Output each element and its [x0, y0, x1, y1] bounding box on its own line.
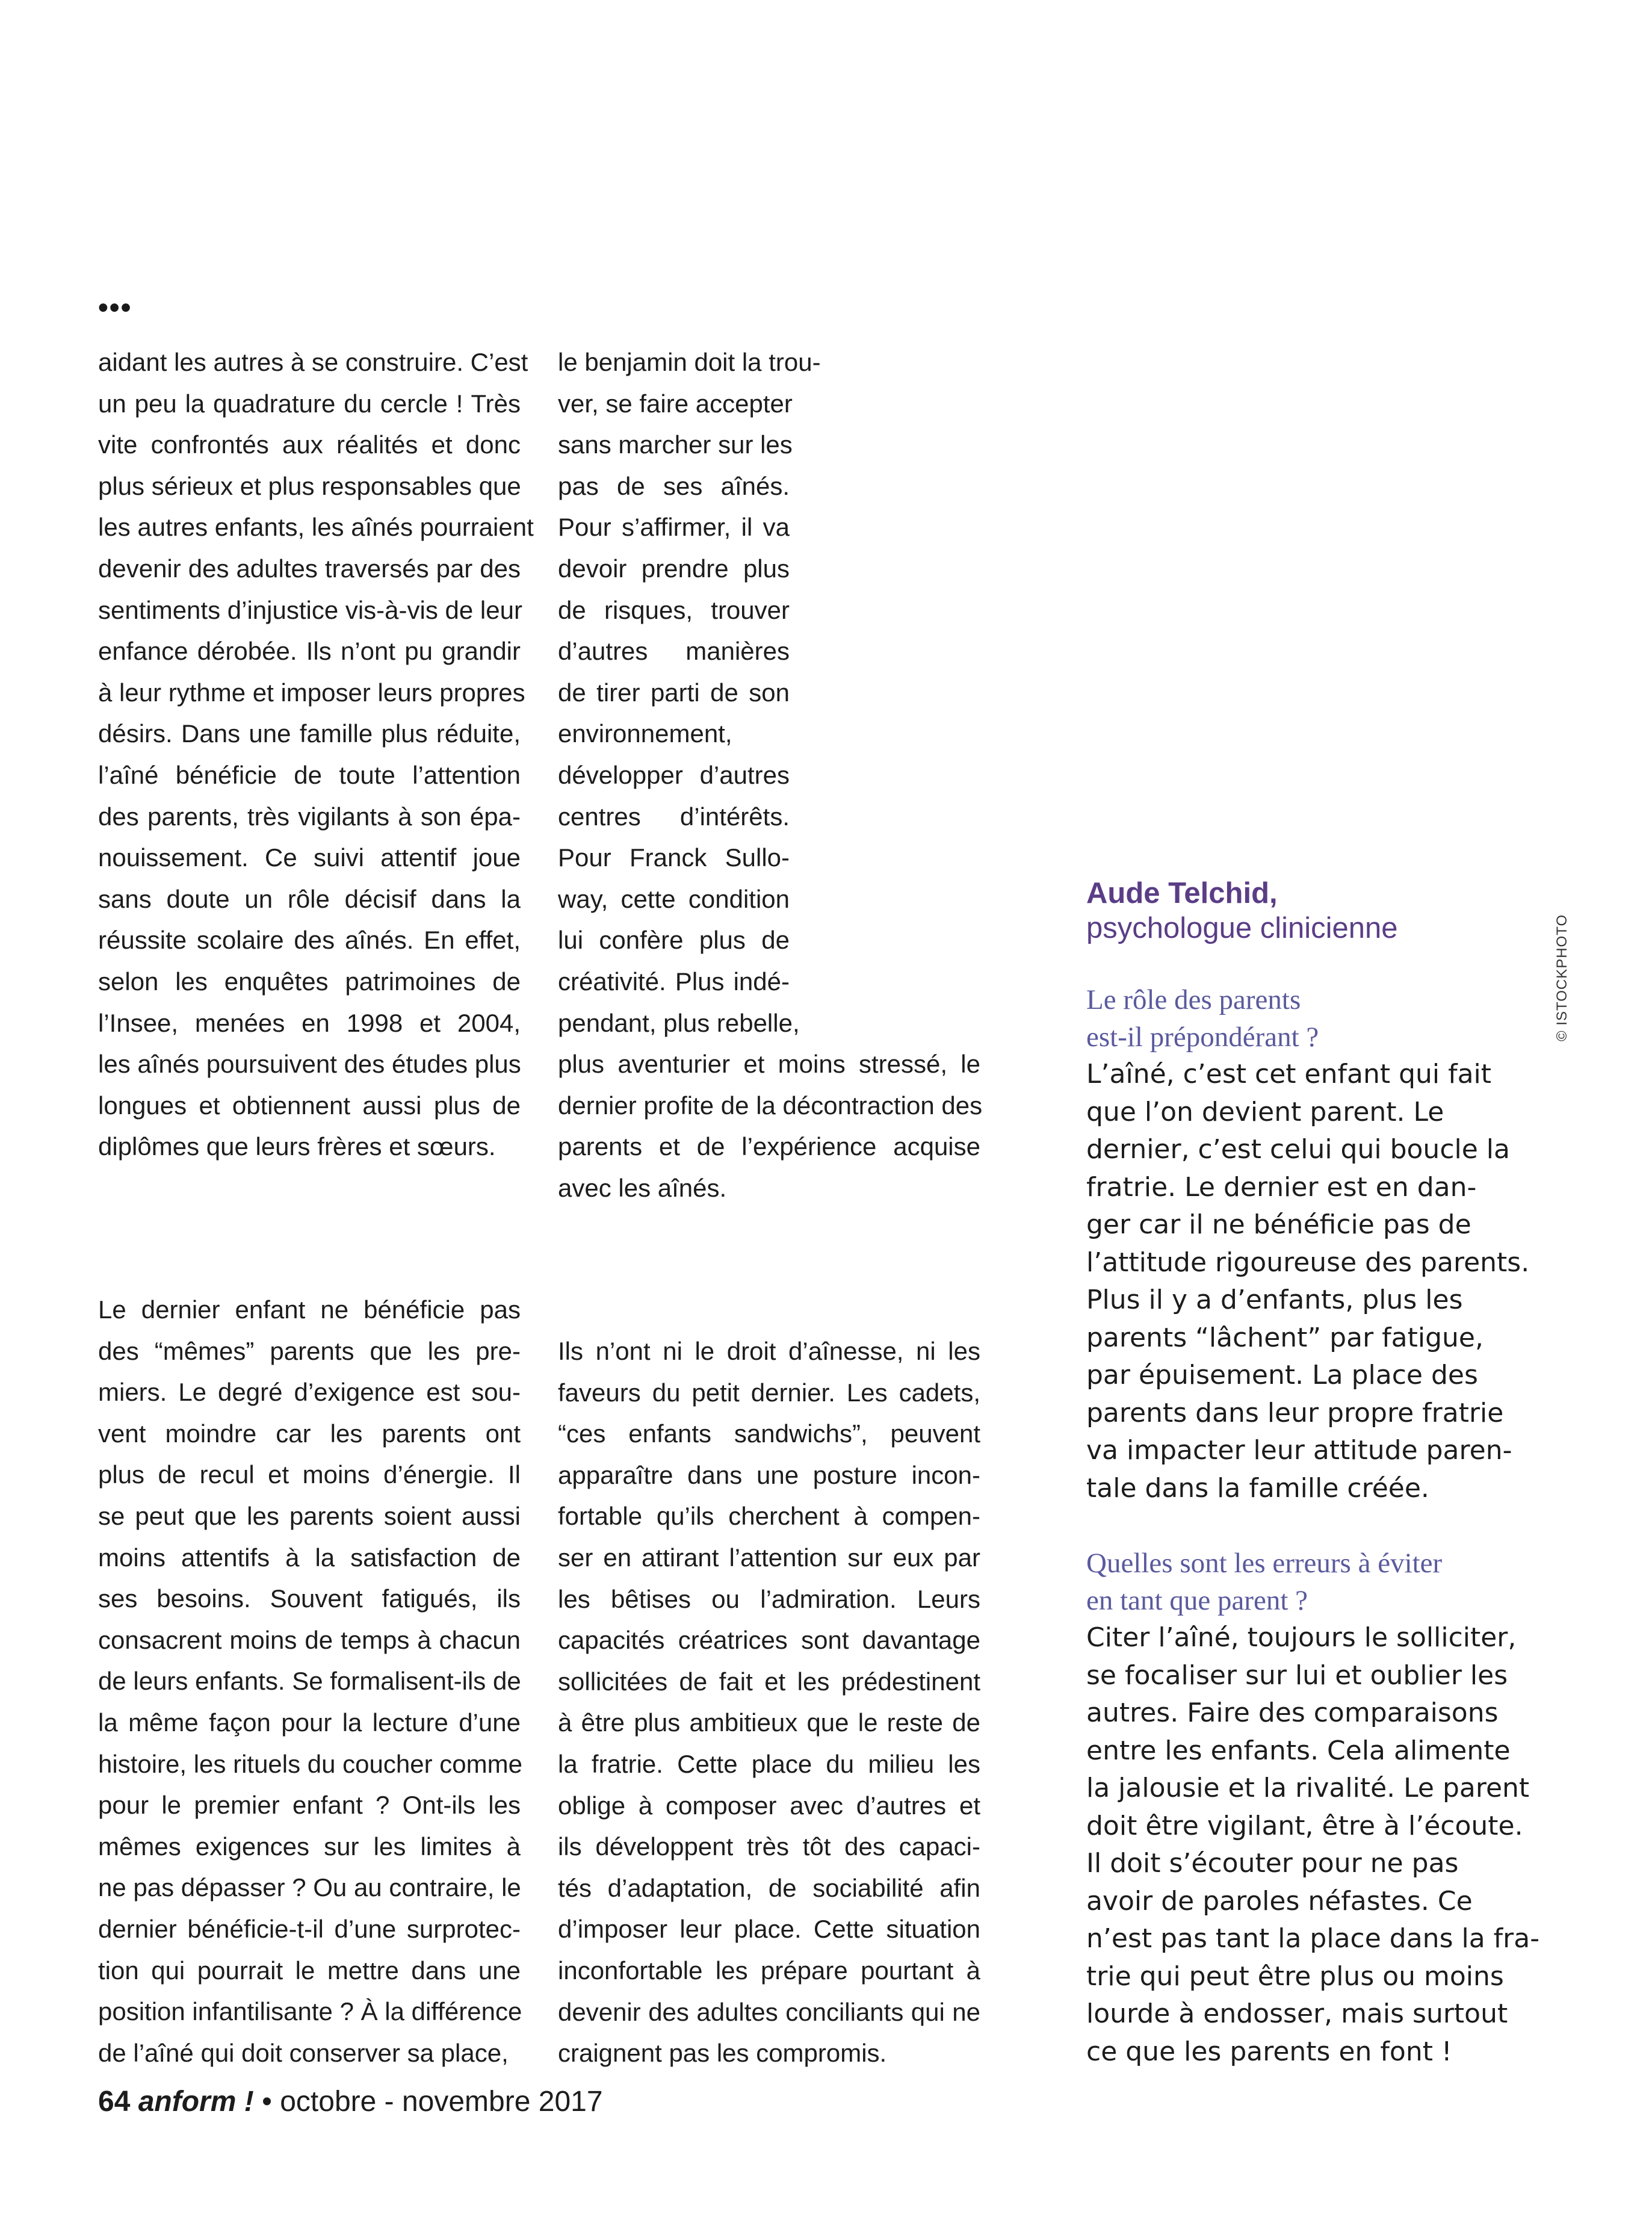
text-line: Pour s’affirmer, il va	[558, 513, 790, 542]
text-line: Le dernier enfant ne bénéficie pas	[98, 1295, 521, 1324]
text-line: capacités créatrices sont davantage	[558, 1626, 980, 1655]
question-line: Quelles sont les erreurs à éviter	[1086, 1548, 1443, 1579]
text-line: sentiments d’injustice vis-à-vis de leur	[98, 595, 522, 624]
text-line: des parents, très vigilants à son épa-	[98, 802, 521, 831]
text-line: miers. Le degré d’exigence est sou-	[98, 1378, 521, 1407]
text-line: développer d’autres	[558, 760, 790, 789]
answer-line: autres. Faire des comparaisons	[1086, 1697, 1499, 1728]
column-1-top	[98, 342, 534, 1168]
answer-line: l’attitude rigoureuse des parents.	[1086, 1247, 1530, 1278]
text-line: moins attentifs à la satisfaction de	[98, 1543, 521, 1572]
text-line: diplômes que leurs frères et sœurs.	[98, 1132, 496, 1161]
text-line: ne pas dépasser ? Ou au contraire, le	[98, 1873, 521, 1902]
text-line: la fratrie. Cette place du milieu les	[558, 1749, 980, 1778]
text-line: plus sérieux et plus responsables que	[98, 471, 521, 500]
text-line: à être plus ambitieux que le reste de	[558, 1708, 980, 1737]
text-line: enfance dérobée. Ils n’ont pu grandir	[98, 637, 521, 666]
expert-role: psychologue clinicienne	[1086, 912, 1398, 944]
text-line: sans marcher sur les	[558, 430, 793, 459]
answer-line: L’aîné, c’est cet enfant qui fait	[1086, 1059, 1492, 1090]
text-line: un peu la quadrature du cercle ! Très	[98, 389, 521, 418]
interview-sidebar	[1086, 876, 1544, 2071]
text-line: tion qui pourrait le mettre dans une	[98, 1956, 521, 1985]
answer-line: doit être vigilant, être à l’écoute.	[1086, 1810, 1523, 1841]
text-line: ses besoins. Souvent fatigués, ils	[98, 1584, 521, 1613]
text-line: apparaître dans une posture incon-	[558, 1460, 980, 1489]
text-line: devenir des adultes traversés par des	[98, 554, 521, 583]
text-line: la même façon pour la lecture d’une	[98, 1708, 521, 1737]
text-line: vent moindre car les parents ont	[98, 1419, 521, 1448]
text-line: oblige à composer avec d’autres et	[558, 1791, 980, 1820]
text-line: plus de recul et moins d’énergie. Il	[98, 1460, 521, 1489]
text-line: selon les enquêtes patrimoines de	[98, 967, 521, 996]
answer-line: va impacter leur attitude paren-	[1086, 1435, 1512, 1466]
text-line: de tirer parti de son	[558, 678, 790, 707]
column-2-top-narrow	[558, 342, 821, 1044]
continuation-dots: •••	[98, 292, 132, 324]
text-line: lui confère plus de	[558, 926, 790, 955]
text-line: craignent pas les compromis.	[558, 2039, 887, 2068]
answer-line: se focaliser sur lui et oublier les	[1086, 1660, 1508, 1691]
text-line: consacrent moins de temps à chacun	[98, 1625, 521, 1654]
text-line: nouissement. Ce suivi attentif joue	[98, 843, 521, 872]
text-line: les autres enfants, les aînés pourraient	[98, 513, 534, 542]
text-line: faveurs du petit dernier. Les cadets,	[558, 1378, 980, 1407]
text-line: dernier profite de la décontraction des	[558, 1091, 983, 1120]
answer-line: dernier, c’est celui qui boucle la	[1086, 1134, 1510, 1165]
text-line: les aînés poursuivent des études plus	[98, 1050, 521, 1079]
text-line: se peut que les parents soient aussi	[98, 1501, 521, 1530]
text-line: d’autres manières	[558, 637, 790, 666]
page-number: 64	[98, 2086, 131, 2118]
text-line: centres d’intérêts.	[558, 802, 790, 831]
text-line: l’Insee, menées en 1998 et 2004,	[98, 1008, 521, 1037]
question-line: en tant que parent ?	[1086, 1585, 1308, 1616]
text-line: créativité. Plus indé-	[558, 967, 790, 996]
text-line: pour le premier enfant ? Ont-ils les	[98, 1791, 521, 1820]
text-line: mêmes exigences sur les limites à	[98, 1832, 521, 1861]
text-line: des “mêmes” parents que les pre-	[98, 1336, 521, 1365]
answer-line: que l’on devient parent. Le	[1086, 1096, 1444, 1127]
text-line: réussite scolaire des aînés. En effet,	[98, 926, 521, 955]
column-1-bottom	[98, 1289, 521, 2074]
text-line: sollicitées de fait et les prédestinent	[558, 1667, 980, 1696]
answer-1	[1086, 1056, 1544, 1507]
column-2-bottom	[558, 1331, 980, 2074]
text-line: parents et de l’expérience acquise	[558, 1132, 980, 1161]
text-line: désirs. Dans une famille plus réduite,	[98, 719, 521, 748]
text-line: dernier bénéficie-t-il d’une surprotec-	[98, 1914, 521, 1943]
answer-line: par épuisement. La place des	[1086, 1360, 1478, 1390]
column-2-top-wide	[558, 1044, 983, 1209]
text-line: avec les aînés.	[558, 1173, 727, 1202]
text-line: de risques, trouver	[558, 595, 790, 624]
answer-line: parents dans leur propre fratrie	[1086, 1397, 1504, 1428]
text-line: inconfortable les prépare pourtant à	[558, 1956, 980, 1985]
text-line: les bêtises ou l’admiration. Leurs	[558, 1584, 980, 1613]
text-line: longues et obtiennent aussi plus de	[98, 1091, 521, 1120]
answer-line: parents “lâchent” par fatigue,	[1086, 1322, 1483, 1353]
text-line: position infantilisante ? À la différence	[98, 1997, 522, 2026]
text-line: tés d’adaptation, de sociabilité afin	[558, 1873, 980, 1902]
text-line: devenir des adultes conciliants qui ne	[558, 1997, 980, 2026]
text-line: ver, se faire accepter	[558, 389, 793, 418]
issue-date: • octobre - novembre 2017	[253, 2086, 603, 2118]
answer-line: entre les enfants. Cela alimente	[1086, 1735, 1511, 1766]
text-line: way, cette condition	[558, 884, 790, 913]
text-line: à leur rythme et imposer leurs propres	[98, 678, 525, 707]
question-line: Le rôle des parents	[1086, 984, 1301, 1015]
answer-line: ce que les parents en font !	[1086, 2036, 1452, 2067]
text-line: de leurs enfants. Se formalisent-ils de	[98, 1667, 521, 1696]
photo-credit: © ISTOCKPHOTO	[1554, 914, 1570, 1041]
question-1	[1086, 981, 1544, 1056]
text-line: sans doute un rôle décisif dans la	[98, 884, 521, 913]
text-line: le benjamin doit la trou-	[558, 348, 821, 376]
text-line: Pour Franck Sullo-	[558, 843, 790, 872]
answer-line: lourde à endosser, mais surtout	[1086, 1998, 1508, 2029]
question-2	[1086, 1545, 1544, 1619]
text-line: devoir prendre plus	[558, 554, 790, 583]
answer-line: Il doit s’écouter pour ne pas	[1086, 1848, 1459, 1879]
text-line: vite confrontés aux réalités et donc	[98, 430, 521, 459]
answer-line: Citer l’aîné, toujours le solliciter,	[1086, 1622, 1517, 1653]
magazine-name: anform !	[138, 2086, 254, 2118]
answer-line: Plus il y a d’enfants, plus les	[1086, 1285, 1463, 1315]
text-line: d’imposer leur place. Cette situation	[558, 1915, 980, 1944]
text-line: pas de ses aînés.	[558, 471, 790, 500]
answer-line: avoir de paroles néfastes. Ce	[1086, 1885, 1473, 1917]
answer-line: la jalousie et la rivalité. Le parent	[1086, 1773, 1530, 1803]
answer-line: trie qui peut être plus ou moins	[1086, 1961, 1504, 1992]
answer-2	[1086, 1619, 1544, 2071]
text-line: pendant, plus rebelle,	[558, 1008, 800, 1037]
expert-name: Aude Telchid,	[1086, 877, 1278, 910]
text-line: de l’aîné qui doit conserver sa place,	[98, 2038, 509, 2067]
text-line: fortable qu’ils cherchent à compen-	[558, 1502, 980, 1531]
answer-line: fratrie. Le dernier est en dan-	[1086, 1171, 1477, 1203]
text-line: “ces enfants sandwichs”, peuvent	[558, 1419, 980, 1448]
answer-line: ger car il ne bénéficie pas de	[1086, 1209, 1471, 1240]
text-line: ser en attirant l’attention sur eux par	[558, 1543, 980, 1572]
text-line: Ils n’ont ni le droit d’aînesse, ni les	[558, 1337, 980, 1365]
question-line: est-il prépondérant ?	[1086, 1021, 1319, 1053]
text-line: environnement,	[558, 719, 732, 748]
text-line: l’aîné bénéficie de toute l’attention	[98, 760, 521, 789]
page-footer	[98, 2084, 603, 2120]
text-line: plus aventurier et moins stressé, le	[558, 1050, 980, 1078]
answer-line: n’est pas tant la place dans la fra-	[1086, 1923, 1540, 1954]
text-line: histoire, les rituels du coucher comme	[98, 1749, 522, 1778]
answer-line: tale dans la famille créée.	[1086, 1472, 1429, 1504]
text-line: ils développent très tôt des capaci-	[558, 1832, 980, 1861]
text-line: aidant les autres à se construire. C’est	[98, 348, 528, 376]
